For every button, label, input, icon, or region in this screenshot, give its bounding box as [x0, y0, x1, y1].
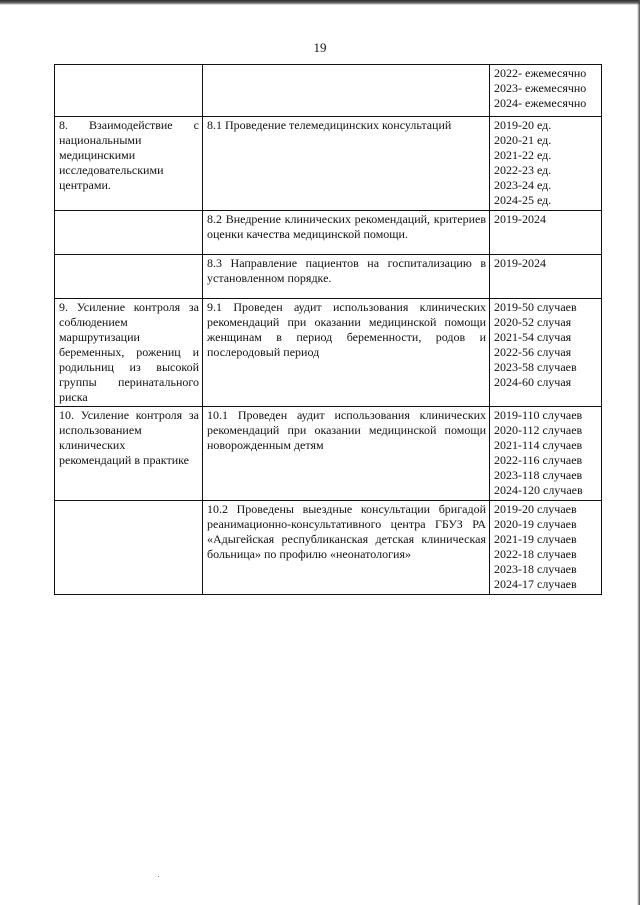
- value-line: 2019-20 случаев: [494, 502, 577, 516]
- value-line: 2021-22 ед.: [494, 148, 552, 162]
- activity-cell: [203, 65, 490, 117]
- table-row: [55, 299, 602, 407]
- value-line: 2021-54 случая: [494, 330, 572, 344]
- value-line: 2019-2024: [494, 256, 546, 270]
- values-cell: [490, 211, 602, 255]
- value-line: 2022-116 случаев: [494, 453, 583, 467]
- task-cell: 10. Усиление контроля за использованием клинических рекомендаций в практике: [55, 407, 203, 501]
- value-line: 2023-118 случаев: [494, 468, 583, 482]
- value-line: 2020-112 случаев: [494, 423, 583, 437]
- value-line: 2023-58 случаев: [494, 360, 577, 374]
- table-row: [55, 501, 602, 595]
- value-line: 2019-110 случаев: [494, 408, 583, 422]
- value-line: 2023-18 случаев: [494, 562, 577, 576]
- table-row: [55, 117, 602, 211]
- value-line: 2024-17 случаев: [494, 577, 577, 591]
- value-line: 2021-114 случаев: [494, 438, 583, 452]
- value-line: 2020-21 ед.: [494, 133, 552, 147]
- table-row: [55, 255, 602, 299]
- activity-cell: 8.1 Проведение телемедицинских консультаций: [203, 117, 490, 211]
- values-cell: [490, 117, 602, 211]
- activity-cell: 10.1 Проведен аудит использования клинических рекомендаций при оказании медицинской помощи новорожденным детям: [203, 407, 490, 501]
- value-line: 2022-18 случаев: [494, 547, 577, 561]
- table-row: [55, 407, 602, 501]
- task-cell: 8. Взаимодействие с национальными медицинскими исследовательскими центрами.: [55, 117, 203, 211]
- scan-speck: [158, 876, 159, 877]
- value-line: 2023- ежемесячно: [494, 81, 587, 95]
- value-line: 2019-2024: [494, 212, 546, 226]
- value-line: 2024- ежемесячно: [494, 96, 587, 110]
- value-line: 2022-23 ед.: [494, 163, 552, 177]
- values-cell: [490, 299, 602, 407]
- values-cell: [490, 407, 602, 501]
- task-cell: [55, 65, 203, 117]
- value-line: 2020-19 случаев: [494, 517, 577, 531]
- activity-cell: 8.2 Внедрение клинических рекомендаций, критериев оценки качества медицинской помощи.: [203, 211, 490, 255]
- value-line: 2020-52 случая: [494, 315, 572, 329]
- values-cell: [490, 501, 602, 595]
- task-cell: [55, 255, 203, 299]
- values-cell: [490, 65, 602, 117]
- table-row: [55, 211, 602, 255]
- value-line: 2022-56 случая: [494, 345, 572, 359]
- values-cell: [490, 255, 602, 299]
- page-number: 19: [313, 40, 327, 55]
- value-line: 2024-120 случаев: [494, 483, 583, 497]
- task-cell: 9. Усиление контроля за соблюдением маршрутизации беременных, рожениц и родильниц из высокой группы перинатального риска: [55, 299, 203, 407]
- table-row: [55, 65, 602, 117]
- value-line: 2024-60 случая: [494, 375, 572, 389]
- task-cell: [55, 211, 203, 255]
- task-cell: [55, 501, 203, 595]
- value-line: 2019-50 случаев: [494, 300, 577, 314]
- value-line: 2021-19 случаев: [494, 532, 577, 546]
- activity-cell: 9.1 Проведен аудит использования клинических рекомендаций при оказании медицинской помощи женщинам в период беременности, родов и послеродовый период: [203, 299, 490, 407]
- value-line: 2022- ежемесячно: [494, 66, 587, 80]
- plan-table: [54, 64, 602, 595]
- value-line: 2023-24 ед.: [494, 178, 552, 192]
- activity-cell: 10.2 Проведены выездные консультации бригадой реанимационно-консультативного центра ГБУЗ РА «Адыгейская республиканская детская клиническая больница» по профилю «неонатология»: [203, 501, 490, 595]
- scan-edge-top: [0, 0, 640, 5]
- value-line: 2024-25 ед.: [494, 193, 552, 207]
- value-line: 2019-20 ед.: [494, 118, 552, 132]
- activity-cell: 8.3 Направление пациентов на госпитализацию в установленном порядке.: [203, 255, 490, 299]
